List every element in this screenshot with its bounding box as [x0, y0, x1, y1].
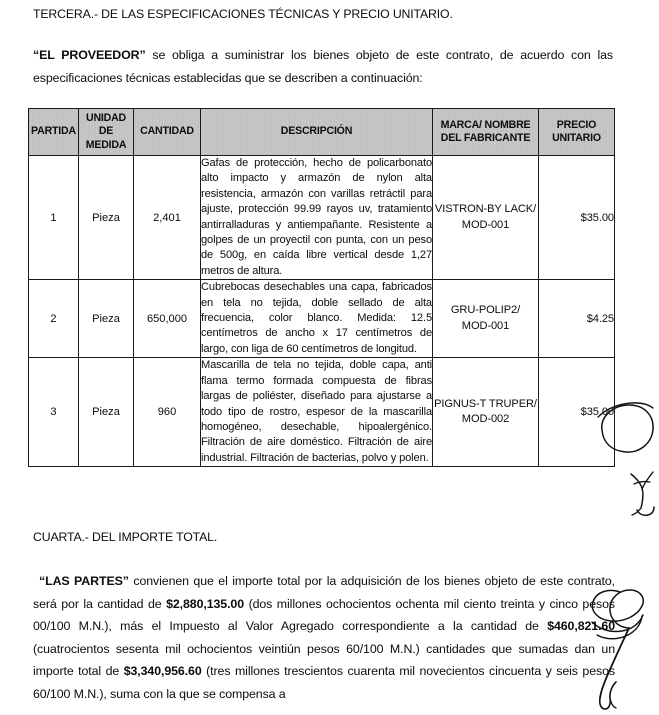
cell-cantidad: 650,000	[134, 280, 201, 358]
clause-heading-tercera: TERCERA.- DE LAS ESPECIFICACIONES TÉCNICAS Y PRECIO UNITARIO.	[33, 7, 453, 21]
cell-cantidad: 960	[134, 358, 201, 467]
column-header-partida: PARTIDA	[29, 109, 79, 156]
table-body	[29, 156, 615, 467]
cell-unidad: Pieza	[79, 358, 134, 467]
table-row	[29, 156, 615, 280]
cell-descripcion: Gafas de protección, hecho de policarbonato alto impacto y armazón de nylon alta resistencia, armazón con varillas retráctil para ajuste, protección 99.99 rayos uv, tratamiento antirralladuras y antiempañante. Resistente a golpes de un proyectil con punta, con un peso de 500g, en caída libre vertical desde 1,27 metros de altura.	[201, 156, 433, 280]
table-header-row	[29, 109, 615, 156]
cell-marca: GRU-POLIP2/ MOD-001	[433, 280, 539, 358]
cell-precio-unitario: $4.25	[539, 280, 615, 358]
spec-table-container	[28, 108, 614, 467]
table-header	[29, 109, 615, 156]
cell-precio-unitario: $35.00	[539, 358, 615, 467]
specifications-table	[28, 108, 615, 467]
cell-descripcion: Mascarilla de tela no tejida, doble capa, anti flama termo formada compuesta de fibras largas de poliéster, diseñado para ajustarse a todo tipo de rostro, espesor de la mascarilla homogéneo, desechable, hipoalergénico. Filtración de aire doméstico. Filtración de aire industrial. Filtración de bacterias, polvo y polen.	[201, 358, 433, 467]
cell-partida: 2	[29, 280, 79, 358]
table-row	[29, 280, 615, 358]
cell-partida: 1	[29, 156, 79, 280]
column-header-precio-unitario: PRECIO UNITARIO	[539, 109, 615, 156]
cell-cantidad: 2,401	[134, 156, 201, 280]
column-header-unidad-de-medida: UNIDAD DE MEDIDA	[79, 109, 134, 156]
cell-precio-unitario: $35.00	[539, 156, 615, 280]
cell-unidad: Pieza	[79, 156, 134, 280]
cell-marca: VISTRON-BY LACK/ MOD-001	[433, 156, 539, 280]
clause-heading-cuarta: CUARTA.- DEL IMPORTE TOTAL.	[33, 530, 218, 544]
column-header-descripcion: DESCRIPCIÓN	[201, 109, 433, 156]
table-row	[29, 358, 615, 467]
cell-unidad: Pieza	[79, 280, 134, 358]
handwritten-glyph-mark-icon	[628, 470, 658, 518]
total-amount-paragraph: “LAS PARTES” convienen que el importe total por la adquisición de los bienes objeto de este contrato, será por la cantidad de $2,880,135.00 (dos millones ochocientos ochenta mil ciento treinta y cinco pesos 00/100 M.N.), más el Impuesto al Valor Agregado correspondiente a la cantidad de $460,821.60 (cuatrocientos sesenta mil ochocientos veintiún pesos 60/100 M.N.) cantidades que sumadas dan un importe total de $3,340,956.60 (tres millones trescientos cuarenta mil novecientos cincuenta y seis pesos 60/100 M.N.), suma con la que se compensa a	[33, 574, 615, 701]
column-header-cantidad: CANTIDAD	[134, 109, 201, 156]
cell-marca: PIGNUS-T TRUPER/ MOD-002	[433, 358, 539, 467]
cell-partida: 3	[29, 358, 79, 467]
intro-paragraph: “EL PROVEEDOR” se obliga a suministrar los bienes objeto de este contrato, de acuerdo con las especificaciones técnicas establecidas que se describen a continuación:	[33, 48, 613, 85]
column-header-marca-nombre-fabricante: MARCA/ NOMBRE DEL FABRICANTE	[433, 109, 539, 156]
cell-descripcion: Cubrebocas desechables una capa, fabricados en tela no tejida, doble sellado de alta frecuencia, color blanco. Medida: 12.5 centímetros de ancho x 17 centímetros de largo, con liga de 60 centímetros de longitud.	[201, 280, 433, 358]
